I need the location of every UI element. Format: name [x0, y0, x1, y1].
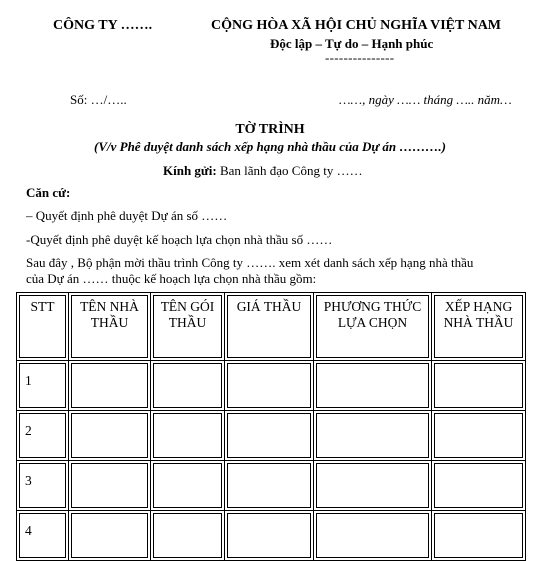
header-ranking: XẾP HẠNG NHÀ THẦU [432, 293, 526, 361]
cell-contractor-name [69, 411, 151, 461]
cell-bid-price [225, 361, 314, 411]
cell-bid-price [225, 461, 314, 511]
document-number: Số: …/….. [70, 92, 127, 107]
cell-package-name [151, 511, 225, 561]
cell-package-name [151, 411, 225, 461]
cell-bid-price [225, 411, 314, 461]
cell-ranking [432, 511, 526, 561]
recipient-line [163, 163, 363, 179]
basis-item-2: -Quyết định phê duyệt kế hoạch lựa chọn nhà thầu số …… [26, 232, 333, 247]
cell-contractor-name [69, 461, 151, 511]
header-stt: STT [17, 293, 69, 361]
motto-rule: --------------- [325, 50, 395, 65]
document-title: TỜ TRÌNH [235, 122, 305, 137]
nation-title: CỘNG HÒA XÃ HỘI CHỦ NGHĨA VIỆT NAM [211, 18, 502, 33]
cell-package-name [151, 461, 225, 511]
cell-package-name [151, 361, 225, 411]
row-stt: 1 [17, 361, 69, 411]
cell-selection-method [314, 461, 432, 511]
table-row [17, 361, 526, 411]
cell-selection-method [314, 411, 432, 461]
header-contractor-name: TÊN NHÀ THẦU [69, 293, 151, 361]
recipient-label: Kính gửi: [163, 163, 217, 178]
header-bid-price: GIÁ THẦU [225, 293, 314, 361]
cell-ranking [432, 361, 526, 411]
nation-motto: Độc lập – Tự do – Hạnh phúc [270, 36, 434, 51]
table-header-row [17, 293, 526, 361]
table-row [17, 511, 526, 561]
row-stt: 4 [17, 511, 69, 561]
basis-item-1: – Quyết định phê duyệt Dự án số …… [26, 208, 228, 223]
contractor-ranking-table [16, 292, 526, 561]
table-row [17, 461, 526, 511]
table-row [17, 411, 526, 461]
cell-ranking [432, 461, 526, 511]
header-package-name: TÊN GÓI THẦU [151, 293, 225, 361]
body-line-1: Sau đây , Bộ phận mời thầu trình Công ty ……. xem xét danh sách xếp hạng nhà thầu [26, 255, 474, 270]
cell-selection-method [314, 511, 432, 561]
cell-contractor-name [69, 361, 151, 411]
cell-ranking [432, 411, 526, 461]
row-stt: 3 [17, 461, 69, 511]
row-stt: 2 [17, 411, 69, 461]
cell-bid-price [225, 511, 314, 561]
basis-label: Căn cứ: [26, 185, 71, 200]
document-subtitle: (V/v Phê duyệt danh sách xếp hạng nhà thầu của Dự án ……….) [94, 139, 446, 154]
company-name: CÔNG TY ……. [53, 18, 153, 33]
cell-contractor-name [69, 511, 151, 561]
document-date: ……, ngày …… tháng ….. năm… [339, 92, 512, 107]
cell-selection-method [314, 361, 432, 411]
recipient-text: Ban lãnh đạo Công ty …… [216, 163, 363, 178]
header-selection-method: PHƯƠNG THỨC LỰA CHỌN [314, 293, 432, 361]
body-line-2: của Dự án …… thuộc kế hoạch lựa chọn nhà thầu gồm: [26, 271, 317, 286]
